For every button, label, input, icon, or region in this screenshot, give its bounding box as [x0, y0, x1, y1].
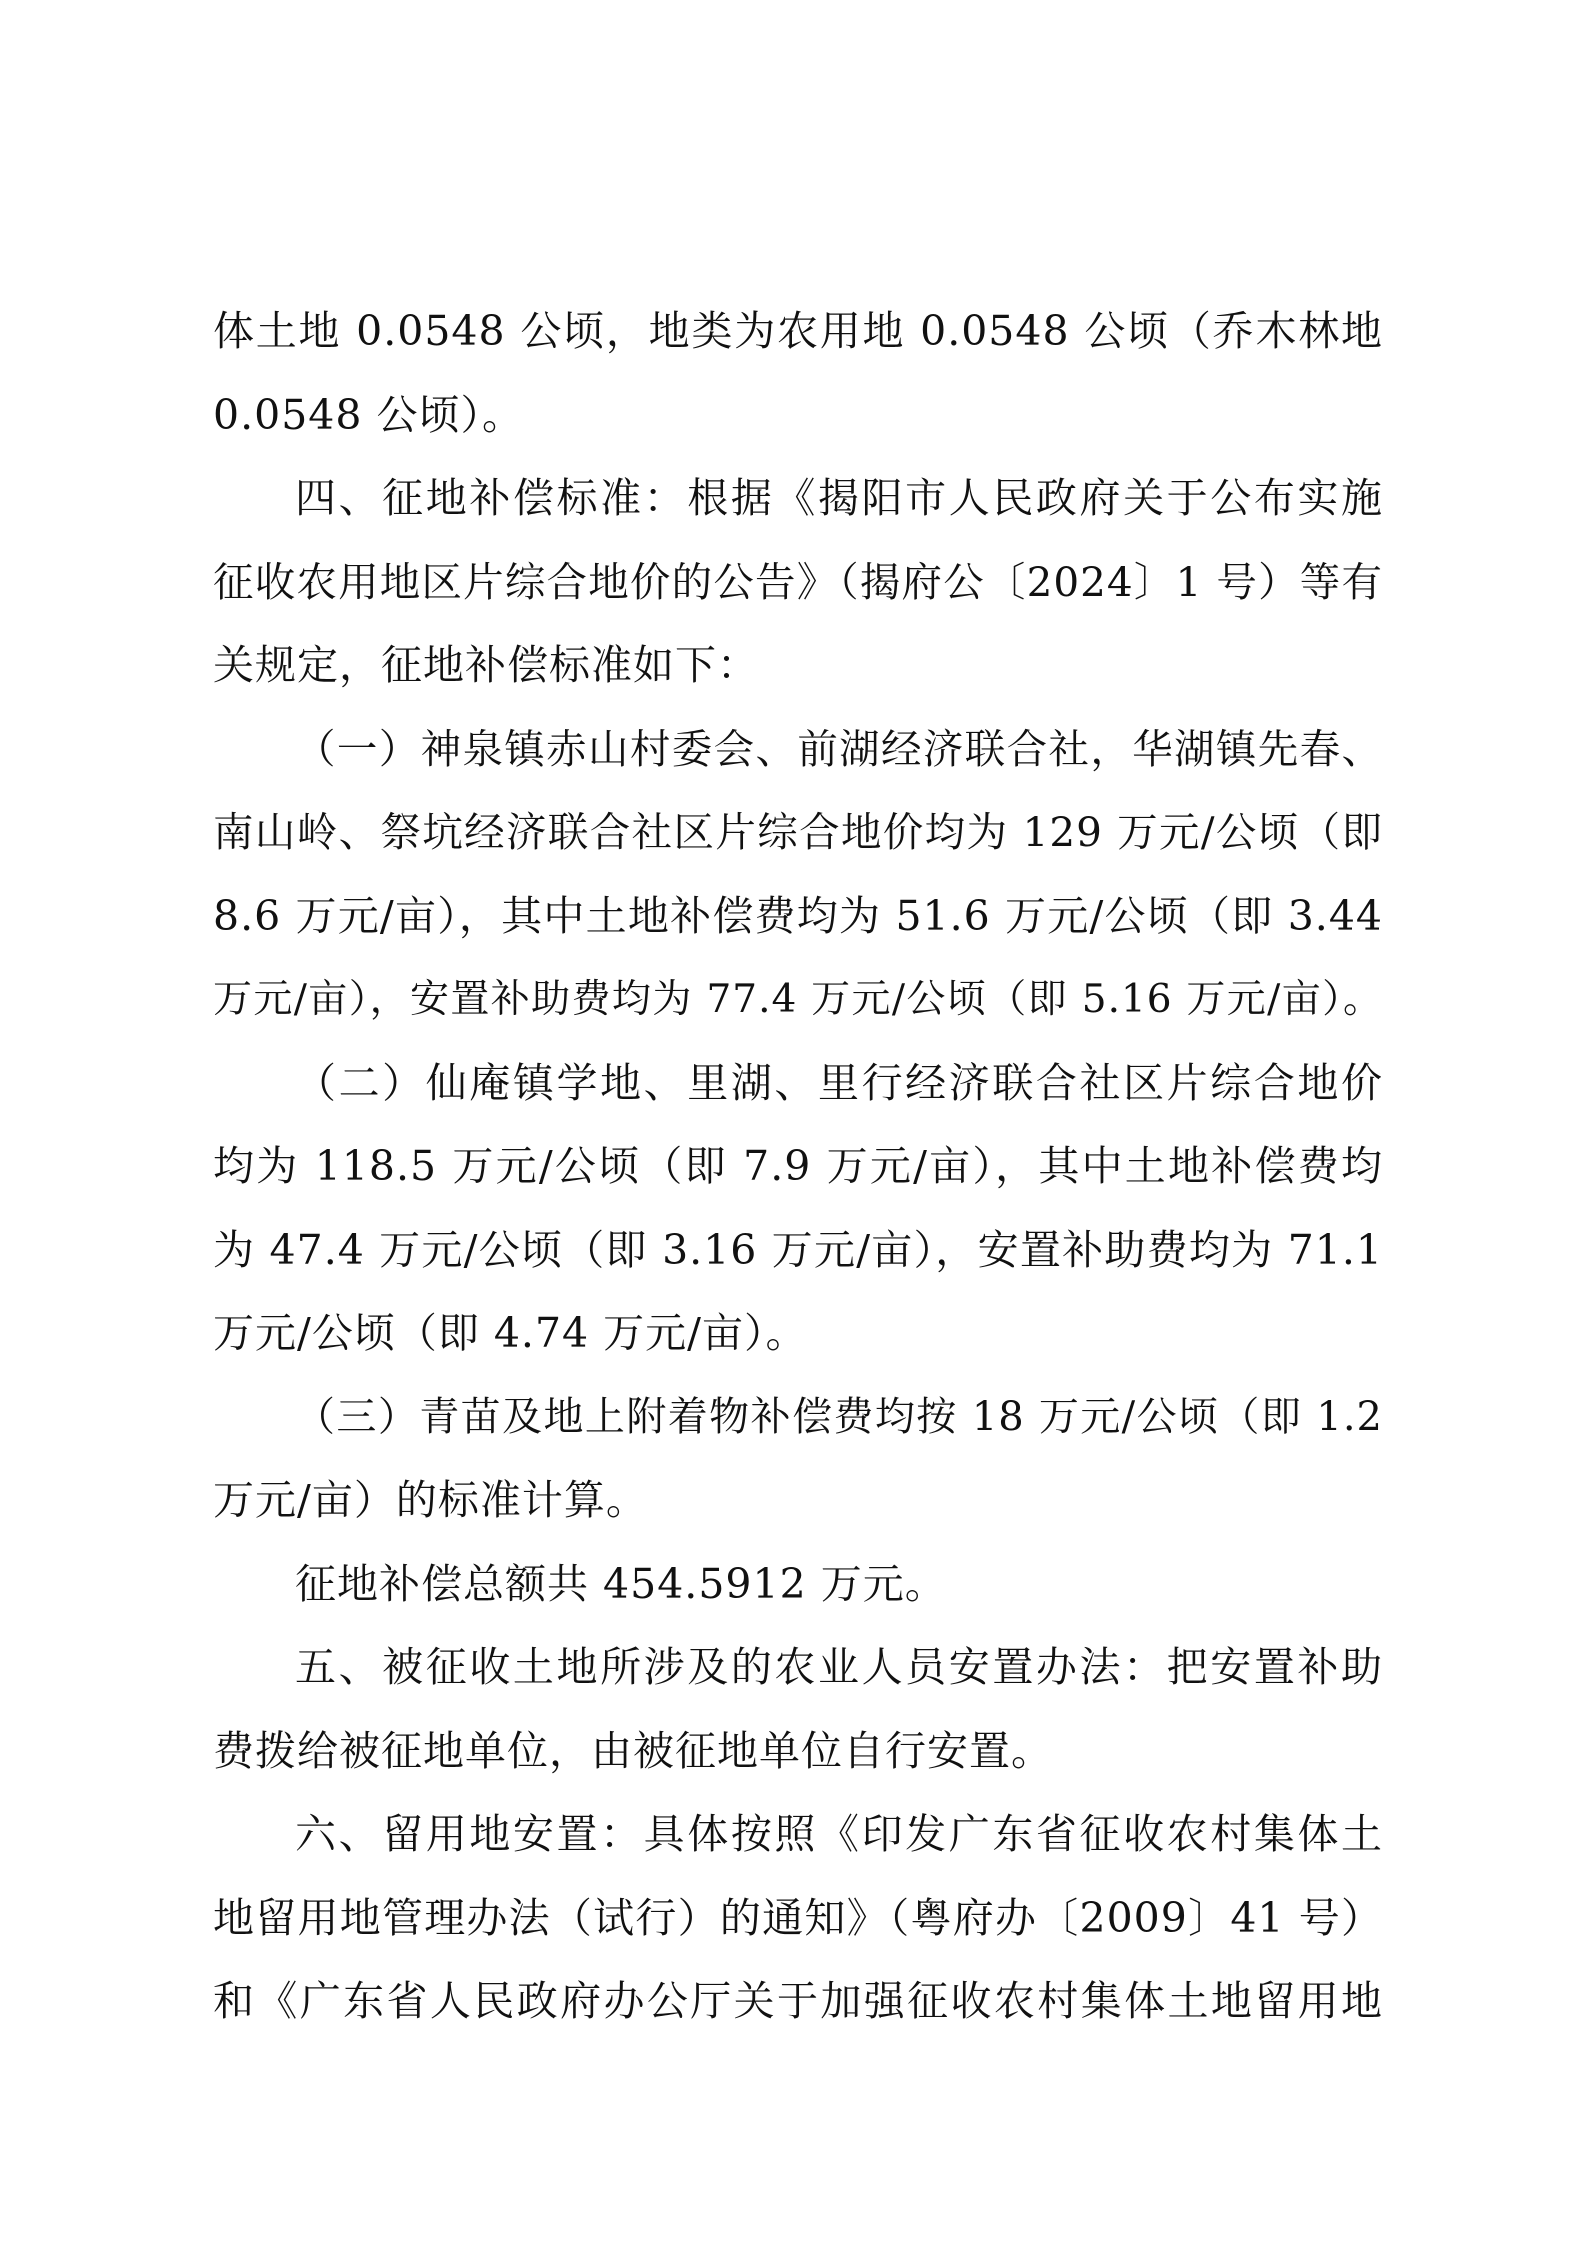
text-line-1: 体土地 0.0548 公顷，地类为农用地 0.0548 公顷（乔木林地 — [213, 307, 1383, 355]
text-line-3: 四、征地补偿标准：根据《揭阳市人民政府关于公布实施 — [295, 474, 1383, 522]
text-line-17: 五、被征收土地所涉及的农业人员安置办法：把安置补助 — [295, 1643, 1383, 1691]
text-line-5: 关规定，征地补偿标准如下： — [213, 641, 759, 689]
text-line-20: 地留用地管理办法（试行）的通知》（粤府办〔2009〕41 号） — [213, 1893, 1383, 1942]
text-line-6: （一）神泉镇赤山村委会、前湖经济联合社，华湖镇先春、 — [295, 724, 1383, 773]
text-line-2: 0.0548 公顷）。 — [213, 390, 524, 439]
text-line-13: 万元/公顷（即 4.74 万元/亩）。 — [213, 1309, 808, 1357]
text-line-18: 费拨给被征地单位，由被征地单位自行安置。 — [213, 1726, 1053, 1775]
text-line-11: 均为 118.5 万元/公顷（即 7.9 万元/亩），其中土地补偿费均 — [213, 1142, 1383, 1190]
text-line-9: 万元/亩），安置补助费均为 77.4 万元/公顷（即 5.16 万元/亩）。 — [213, 977, 1383, 1022]
text-line-8: 8.6 万元/亩），其中土地补偿费均为 51.6 万元/公顷（即 3.44 — [213, 891, 1383, 940]
text-line-21: 和《广东省人民政府办公厅关于加强征收农村集体土地留用地 — [213, 1977, 1383, 2025]
text-line-12: 为 47.4 万元/公顷（即 3.16 万元/亩），安置补助费均为 71.1 — [213, 1225, 1383, 1274]
text-line-14: （三）青苗及地上附着物补偿费均按 18 万元/公顷（即 1.2 — [295, 1393, 1383, 1440]
text-line-4: 征收农用地区片综合地价的公告》（揭府公〔2024〕1 号）等有 — [213, 557, 1383, 606]
text-line-15: 万元/亩）的标准计算。 — [213, 1476, 648, 1524]
text-line-10: （二）仙庵镇学地、里湖、里行经济联合社区片综合地价 — [295, 1058, 1383, 1107]
text-line-16: 征地补偿总额共 454.5912 万元。 — [295, 1559, 947, 1608]
text-line-7: 南山岭、祭坑经济联合社区片综合地价均为 129 万元/公顷（即 — [213, 808, 1383, 856]
body-text — [213, 290, 1383, 2044]
text-line-19: 六、留用地安置：具体按照《印发广东省征收农村集体土 — [295, 1810, 1383, 1858]
